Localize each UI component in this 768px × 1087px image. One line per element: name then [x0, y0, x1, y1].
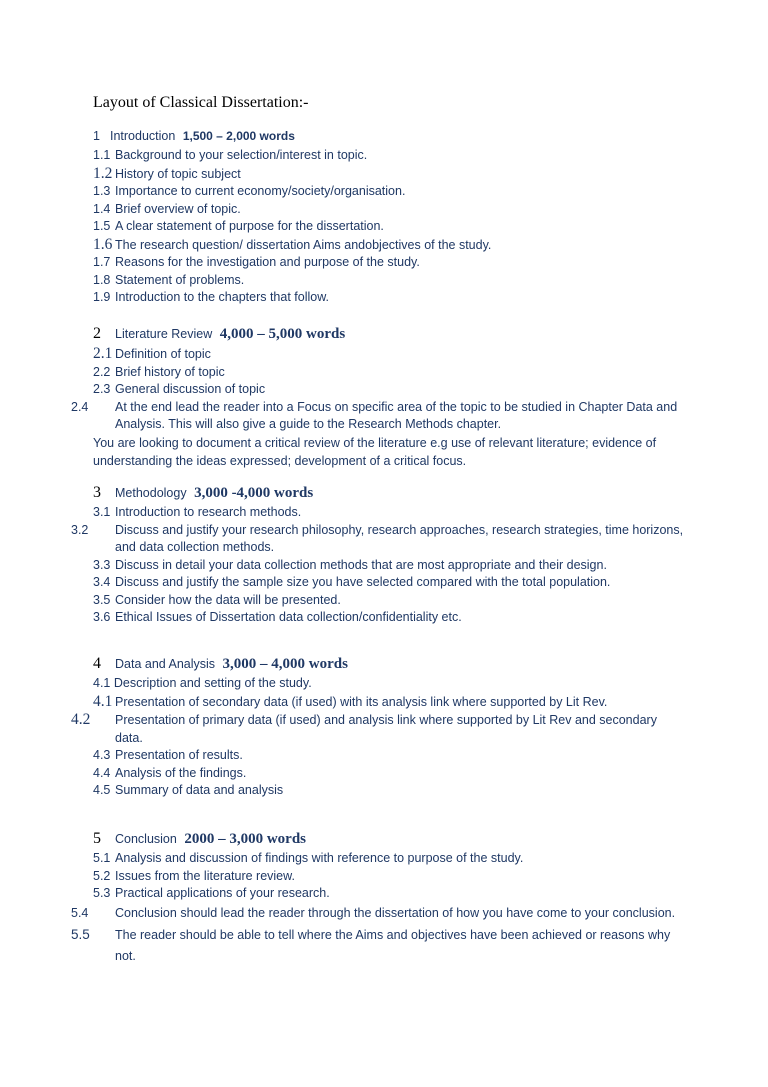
section-number: 3	[93, 484, 101, 501]
section-number: 4	[93, 655, 101, 672]
list-item: 1.3 Importance to current economy/society/organisation.	[93, 184, 406, 198]
list-item: 3.5 Consider how the data will be presented.	[93, 592, 341, 607]
list-item: 1.6 The research question/ dissertation Aims andobjectives of the study.	[93, 235, 492, 253]
list-item: 3.3 Discuss in detail your data collection methods that are most appropriate and their design.	[93, 557, 607, 572]
list-item: 1.9 Introduction to the chapters that follow.	[93, 290, 330, 304]
list-item: 4.5 Summary of data and analysis	[93, 783, 284, 797]
section-name: Conclusion	[115, 832, 177, 846]
list-item: 4.2 Presentation of primary data (if used) and analysis link where supported by Lit Rev and secondary data.	[71, 711, 657, 745]
list-item: 4.1 Description and setting of the study.	[93, 676, 312, 690]
word-count: 3,000 -4,000 words	[194, 485, 314, 501]
word-count: 2000 – 3,000 words	[184, 831, 306, 847]
section-name: Data and Analysis	[115, 657, 216, 671]
list-item: 1.8 Statement of problems.	[93, 272, 245, 287]
section-literature-review	[71, 323, 693, 470]
section-number: 5	[93, 830, 101, 847]
list-item: 2.1 Definition of topic	[93, 345, 211, 362]
section-name: Introduction	[110, 129, 176, 143]
section-data-analysis	[71, 653, 693, 800]
section-name: Methodology	[115, 486, 187, 500]
list-item: 3.1 Introduction to research methods.	[93, 505, 302, 519]
list-item: 1.4 Brief overview of topic.	[93, 201, 241, 216]
section-heading	[93, 482, 693, 504]
section-heading	[93, 653, 693, 675]
list-item: 1.1 Background to your selection/interest in topic.	[93, 148, 368, 162]
list-item: 1.7 Reasons for the investigation and purpose of the study.	[93, 255, 420, 269]
list-item: 1.5 A clear statement of purpose for the dissertation.	[93, 219, 384, 233]
list-item: 1.2 History of topic subject	[93, 164, 241, 182]
section-name: Literature Review	[115, 327, 213, 341]
list-item: 4.3 Presentation of results.	[93, 748, 243, 762]
section-methodology	[71, 482, 693, 627]
list-item: 2.2 Brief history of topic	[93, 364, 225, 379]
list-item: 2.4 At the end lead the reader into a Focus on specific area of the topic to be studied in Chapter Data and Analysis. This will also give a guide to the Research Methods chapter.	[71, 399, 678, 431]
section-number: 2	[93, 325, 101, 342]
list-item: 3.4 Discuss and justify the sample size you have selected compared with the total population.	[93, 575, 611, 589]
list-item: 4.4 Analysis of the findings.	[93, 765, 247, 780]
page-title: Layout of Classical Dissertation:-	[93, 94, 309, 111]
section-note: You are looking to document a critical review of the literature e.g use of relevant literature; evidence of understanding the ideas expressed; development of a critical focus.	[93, 435, 657, 468]
section-heading	[93, 323, 693, 345]
section-conclusion	[71, 828, 693, 967]
word-count: 3,000 – 4,000 words	[222, 656, 348, 672]
word-count: 1,500 – 2,000 words	[182, 129, 295, 143]
section-number: 1	[93, 129, 100, 143]
word-count: 4,000 – 5,000 words	[219, 326, 346, 342]
section-heading	[93, 125, 693, 147]
list-item: 5.2 Issues from the literature review.	[93, 868, 295, 883]
list-item: 4.1 Presentation of secondary data (if used) with its analysis link where supported by Lit Rev.	[93, 692, 608, 710]
section-heading	[93, 828, 693, 850]
list-item: 5.4 Conclusion should lead the reader through the dissertation of how you have come to your conclusion.	[71, 905, 676, 920]
list-item: 3.2 Discuss and justify your research philosophy, research approaches, research strategies, time horizons, and data collection methods.	[71, 522, 684, 554]
section-introduction	[93, 125, 693, 307]
list-item: 5.1 Analysis and discussion of findings with reference to purpose of the study.	[93, 851, 524, 865]
list-item: 3.6 Ethical Issues of Dissertation data collection/confidentiality etc.	[93, 610, 462, 624]
list-item: 2.3 General discussion of topic	[93, 382, 266, 396]
list-item: 5.3 Practical applications of your research.	[93, 886, 330, 900]
list-item: 5.5 The reader should be able to tell where the Aims and objectives have been achieved or reasons why not.	[71, 926, 671, 963]
